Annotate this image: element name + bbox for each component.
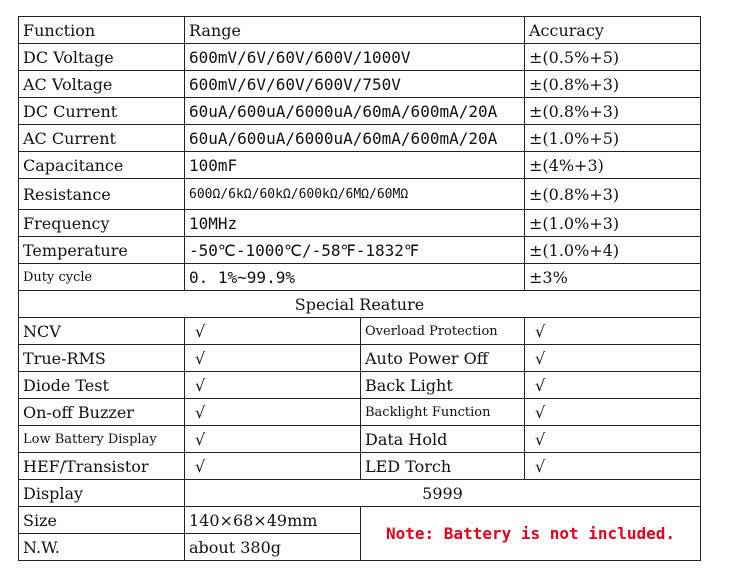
check-mark-icon: √ <box>185 426 361 453</box>
size-row <box>19 507 701 534</box>
feature-row <box>19 426 701 453</box>
function-label: AC Current <box>19 125 185 152</box>
feature-label: Backlight Function <box>361 399 525 426</box>
measurement-row <box>19 125 701 152</box>
measurement-row <box>19 210 701 237</box>
display-value: 5999 <box>185 480 701 507</box>
feature-row <box>19 345 701 372</box>
battery-note: Note: Battery is not included. <box>361 507 701 561</box>
feature-label: LED Torch <box>361 453 525 480</box>
check-mark-icon: √ <box>525 426 701 453</box>
feature-label: HEF/Transistor <box>19 453 185 480</box>
check-mark-icon: √ <box>185 399 361 426</box>
range-value: 0. 1%~99.9% <box>185 264 525 291</box>
feature-label: Low Battery Display <box>19 426 185 453</box>
check-mark-icon: √ <box>525 453 701 480</box>
display-row <box>19 480 701 507</box>
feature-row <box>19 372 701 399</box>
feature-row <box>19 399 701 426</box>
range-value: 100mF <box>185 152 525 179</box>
feature-row <box>19 453 701 480</box>
accuracy-value: ±(1.0%+4) <box>525 237 701 264</box>
feature-label: Back Light <box>361 372 525 399</box>
accuracy-value: ±(0.5%+5) <box>525 44 701 71</box>
check-mark-icon: √ <box>185 318 361 345</box>
range-value: 600mV/6V/60V/600V/750V <box>185 71 525 98</box>
range-value: 600Ω/6kΩ/60kΩ/600kΩ/6MΩ/60MΩ <box>185 179 525 210</box>
header-accuracy: Accuracy <box>525 17 701 44</box>
feature-label: Diode Test <box>19 372 185 399</box>
check-mark-icon: √ <box>525 345 701 372</box>
range-value: -50℃-1000℃/-58℉-1832℉ <box>185 237 525 264</box>
check-mark-icon: √ <box>525 372 701 399</box>
measurement-row <box>19 179 701 210</box>
weight-value: about 380g <box>185 534 361 561</box>
function-label: Duty cycle <box>19 264 185 291</box>
measurement-row <box>19 71 701 98</box>
function-label: Capacitance <box>19 152 185 179</box>
measurement-row <box>19 152 701 179</box>
check-mark-icon: √ <box>525 399 701 426</box>
size-label: Size <box>19 507 185 534</box>
accuracy-value: ±(0.8%+3) <box>525 98 701 125</box>
special-feature-title: Special Reature <box>19 291 701 318</box>
display-label: Display <box>19 480 185 507</box>
size-value: 140×68×49mm <box>185 507 361 534</box>
feature-label: Data Hold <box>361 426 525 453</box>
measurement-row <box>19 237 701 264</box>
check-mark-icon: √ <box>185 372 361 399</box>
function-label: Resistance <box>19 179 185 210</box>
header-row <box>19 17 701 44</box>
spec-table <box>18 16 701 561</box>
feature-row <box>19 318 701 345</box>
function-label: AC Voltage <box>19 71 185 98</box>
range-value: 60uA/600uA/6000uA/60mA/600mA/20A <box>185 125 525 152</box>
range-value: 600mV/6V/60V/600V/1000V <box>185 44 525 71</box>
accuracy-value: ±(1.0%+5) <box>525 125 701 152</box>
function-label: DC Voltage <box>19 44 185 71</box>
weight-label: N.W. <box>19 534 185 561</box>
measurement-row <box>19 264 701 291</box>
function-label: Frequency <box>19 210 185 237</box>
function-label: Temperature <box>19 237 185 264</box>
feature-label: NCV <box>19 318 185 345</box>
function-label: DC Current <box>19 98 185 125</box>
feature-label: Overload Protection <box>361 318 525 345</box>
special-title-row <box>19 291 701 318</box>
accuracy-value: ±(4%+3) <box>525 152 701 179</box>
range-value: 60uA/600uA/6000uA/60mA/600mA/20A <box>185 98 525 125</box>
measurement-row <box>19 44 701 71</box>
header-range: Range <box>185 17 525 44</box>
accuracy-value: ±(0.8%+3) <box>525 179 701 210</box>
accuracy-value: ±(1.0%+3) <box>525 210 701 237</box>
measurement-row <box>19 98 701 125</box>
check-mark-icon: √ <box>525 318 701 345</box>
feature-label: On-off Buzzer <box>19 399 185 426</box>
feature-label: Auto Power Off <box>361 345 525 372</box>
accuracy-value: ±3% <box>525 264 701 291</box>
range-value: 10MHz <box>185 210 525 237</box>
check-mark-icon: √ <box>185 453 361 480</box>
accuracy-value: ±(0.8%+3) <box>525 71 701 98</box>
feature-label: True-RMS <box>19 345 185 372</box>
header-function: Function <box>19 17 185 44</box>
check-mark-icon: √ <box>185 345 361 372</box>
